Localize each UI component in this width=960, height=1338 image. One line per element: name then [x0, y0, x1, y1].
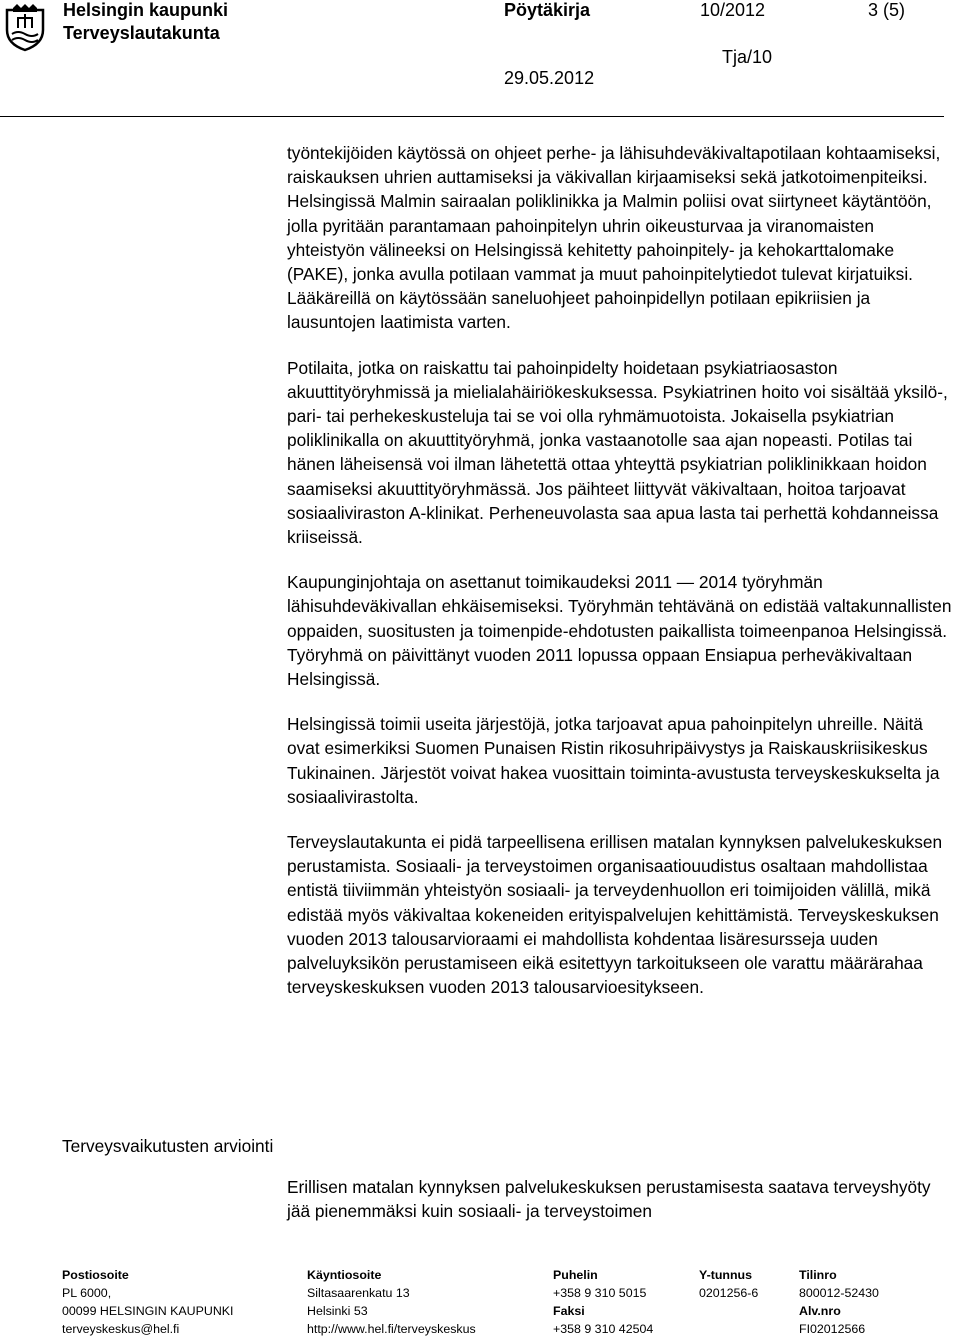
body-paragraph: Helsingissä toimii useita järjestöjä, jotka tarjoavat apua pahoinpitelyn uhreille. Näitä ovat esimerkiksi Suomen Punaisen Ristin rikosuhripäivystys ja Raiskauskriisikeskus Tukinainen. Järjestöt voivat hakea vuosittain toiminta-avustusta terveyskeskukselta ja sosiaalivirastolta. — [287, 714, 940, 807]
body-paragraph: Terveyslautakunta ei pidä tarpeellisena erillisen matalan kynnyksen palvelukeskuksen perustamista. Sosiaali- ja terveystoimen organisaatiouudistus osaltaan mahdollistaa entistä tiiviimmän yhteistyön sosiaali- ja terveydenhuollon eri toimijoiden välillä, mikä edistää myös väkivaltaa kokeneiden erityispalvelujen kehittämistä. Terveyskeskuksen vuoden 2013 talousarvioraami ei mahdollista kohdentaa lisäresursseja uuden palveluyksikön perustamiseen eikä esitettyyn tarkoitukseen ole varattu määrärahaa terveyskeskuksen vuoden 2013 talousarvioesitykseen. — [287, 832, 943, 998]
footer-email-link[interactable]: terveyskeskus@hel.fi — [62, 1322, 180, 1336]
meeting-date: 29.05.2012 — [504, 68, 595, 88]
organization-name: Helsingin kaupunki — [63, 0, 229, 20]
committee-name: Terveyslautakunta — [63, 23, 220, 43]
assessment-paragraph: Erillisen matalan kynnyksen palvelukeskuksen perustamisesta saatava terveyshyöty jää pienemmäksi kuin sosiaali- ja terveystoimen — [287, 1177, 931, 1222]
footer-line: 0201256-6 — [699, 1286, 759, 1300]
footer-line: PL 6000, — [62, 1286, 112, 1300]
header-divider — [0, 116, 944, 117]
assessment-text — [287, 1175, 952, 1223]
footer-visiting — [307, 1266, 476, 1338]
footer-line: FI02012566 — [799, 1322, 866, 1336]
body-paragraph: Kaupunginjohtaja on asettanut toimikaudeksi 2011 — 2014 työryhmän lähisuhdeväkivallan ehkäisemiseksi. Työryhmän tehtävänä on edistää valtakunnallisten oppaiden, suositusten ja toimenpide-ehdotusten paikallista toimeenpanoa Helsingissä. Työryhmä on päivittänyt vuoden 2011 lopussa oppaan Ensiapua perheväkivaltaan Helsingissä. — [287, 572, 952, 690]
footer-business-id — [699, 1266, 758, 1302]
section-number: Tja/10 — [722, 47, 773, 67]
document-number: 10/2012 — [700, 0, 766, 20]
footer-heading: Alv.nro — [799, 1304, 841, 1318]
footer-heading: Käyntiosoite — [307, 1268, 382, 1282]
footer-account — [799, 1266, 879, 1338]
footer-heading: Tilinro — [799, 1268, 837, 1282]
page-info: 3 (5) — [868, 0, 906, 20]
footer-heading: Postiosoite — [62, 1268, 129, 1282]
document-type: Pöytäkirja — [504, 0, 591, 20]
body-paragraph: työntekijöiden käytössä on ohjeet perhe- ja lähisuhdeväkivaltapotilaan kohtaamiseksi, raiskauksen uhrien auttamiseksi ja väkivallan kirjaamiseksi sekä jatkotoimenpiteiksi. Helsingissä Malmin sairaalan poliklinikka ja Malmin poliisi ovat siirtyneet käytäntöön, jolla pyritään parantamaan pahoinpitelyn uhrin oikeusturvaa ja viranomaisten yhteistyön välineeksi on Helsingissä kehitetty pahoinpitely- ja kehokarttalomake (PAKE), jonka avulla potilaan vammat ja muut pahoinpitelytiedot tulevat kirjatuiksi. Lääkäreillä on käytössään saneluohjeet pahoinpidellyn potilaan epikriisien ja lausuntojen laatimista varten. — [287, 143, 941, 333]
health-impact-heading: Terveysvaikutusten arviointi — [62, 1136, 274, 1156]
footer-line: Helsinki 53 — [307, 1304, 368, 1318]
footer-line: +358 9 310 5015 — [553, 1286, 647, 1300]
footer-heading: Y-tunnus — [699, 1268, 752, 1282]
footer-line: 00099 HELSINGIN KAUPUNKI — [62, 1304, 234, 1318]
body-paragraph: Potilaita, jotka on raiskattu tai pahoinpidelty hoidetaan psykiatriaosaston akuuttityöryhmissä ja mielialahäiriökeskuksessa. Psykiatrinen hoito voi sisältää yksilö-, pari- tai perhekeskusteluja tai se voi olla ryhmämuotoista. Jokaisella psykiatrian poliklinikalla on akuuttityöryhmä, jonka vastaanotolle saa ajan nopeasti. Potilas tai hänen läheisensä voi ilman lähetettä ottaa yhteyttä psykiatrian poliklinikkaan hoidon saamiseksi akuuttityöryhmässä. Jos päihteet liittyvät väkivaltaan, hoitoa tarjoavat sosiaaliviraston A-klinikat. Perheneuvolasta saa apua lasta tai perhettä kohdanneissa kriiseissä. — [287, 357, 948, 548]
footer-line: Siltasaarenkatu 13 — [307, 1286, 410, 1300]
footer-line: 800012-52430 — [799, 1286, 879, 1300]
footer-heading: Puhelin — [553, 1268, 598, 1282]
footer-phone — [553, 1266, 653, 1338]
helsinki-crest-icon — [4, 4, 46, 52]
footer-line: +358 9 310 42504 — [553, 1322, 654, 1336]
footer-postal — [62, 1266, 233, 1338]
footer-website-link[interactable]: http://www.hel.fi/terveyskeskus — [307, 1322, 476, 1336]
body-text — [287, 141, 952, 1000]
footer-heading: Faksi — [553, 1304, 585, 1318]
